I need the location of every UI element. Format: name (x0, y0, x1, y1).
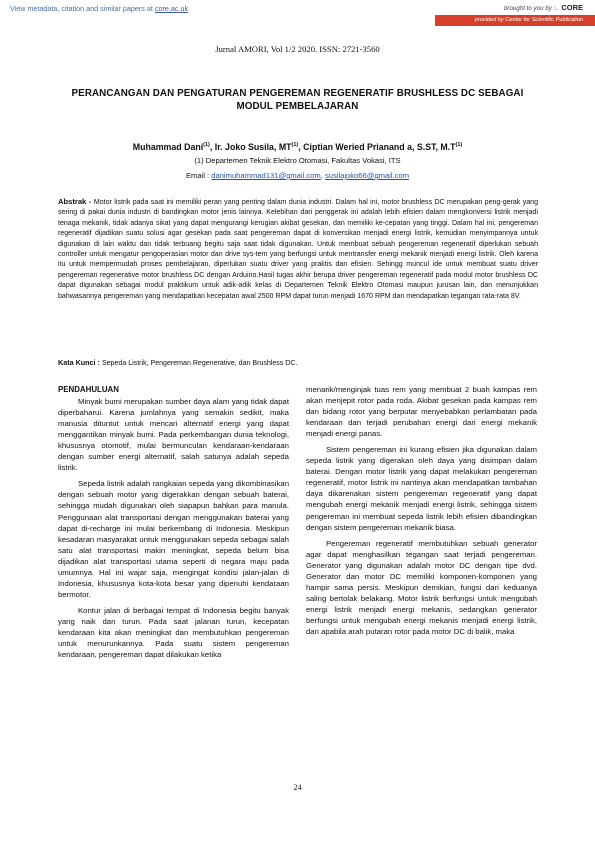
metadata-notice (10, 4, 188, 13)
author-3: , Ciptian Weried Prianand a, S.ST, M.T (298, 142, 456, 152)
abstract-label: Abstrak - (58, 197, 94, 206)
author-2: , Ir. Joko Susila, MT (209, 142, 292, 152)
core-logo-icon: ∟ (553, 5, 560, 12)
author-1: Muhammad Dani (132, 142, 204, 152)
core-link[interactable]: core.ac.uk (154, 4, 189, 13)
keywords-label: Kata Kunci : (58, 358, 102, 367)
title-line-2: MODUL PEMBELAJARAN (236, 100, 359, 112)
metadata-text: View metadata, citation and similar papers at (10, 4, 153, 13)
paragraph: Sepeda listrik adalah rangkaian sepeda yang dikombinasikan dengan sebuah motor yang digerakkan dengan sebuah baterai, sehingga mudah digunakan oleh siapapun bahkan para manula. Penggunaan alat transportasi dengan menggunakan baterai yang dapat di-recharge ini mulai berkembang di Indonesia. Meskipun kesadaran masyarakat untuk menggunakan sepeda sebagai salah satu alat transportasi makin meningkat, sepeda belum bisa dijadikan alat transportasi utama seperti di negara maju pada umumnya. Hal ini wajar saja, mengingat kondisi jalan-jalan di Indonesia, khususnya kota-kota besar yang dipenuhi kendaraan bermotor. (58, 479, 289, 599)
paragraph: Sistem pengereman ini kurang efisien jika digunakan dalam sepeda listrik yang digerakan oleh daya yang disimpan dalam baterai. Dengan motor listrik yang dapat melakukan pengereman regeneratif, motor listrik ini nantinya akan mendapatkan tambahan daya dikarenakan sistem pengereman regeneratif yang dapat mengubah energi mekanik menjadi energi listrik, sehingga sistem pengereman ini membuat sepeda listrik lebih efisien dibandingkan dengan sistem pengereman mekanik biasa. (306, 445, 537, 532)
abstract (58, 197, 538, 302)
author-2-sup: (1) (291, 142, 299, 149)
page-number: 24 (293, 783, 302, 792)
keywords-text: Sepeda Listrik, Pengereman Regenerative, dan Brushless DC. (101, 360, 298, 367)
email-separator: , (320, 171, 325, 180)
keywords (58, 358, 538, 367)
right-column (306, 384, 537, 642)
paragraph: Pengereman regeneratif membutuhkan sebuah generator agar dapat menghasilkan tegangan saat terjadi pengereman. Generator yang digunakan adalah motor DC dengan tipe dvd. Generator dan motor DC memiliki komponen-komponen yang hampir sama persis. Meskipun demikian, fungsi dari keduanya saling bertolak belakang. Motor listrik berfungsi untuk mengubah energi listrik menjadi energi mekanis, sedangkan generator berfungsi untuk mengubah energi mekanis menjadi energi listrik, dan apabila arah putaran rotor pada motor DC di balik, maka (306, 538, 537, 636)
paper-title (60, 88, 535, 113)
core-brand (504, 3, 583, 12)
author-list (40, 142, 555, 152)
journal-header: Jurnal AMORI, Vol 1/2 2020. ISSN: 2721-3560 (215, 44, 380, 54)
section-heading: PENDAHULUAN (58, 385, 119, 394)
author-1-sup: (1) (203, 142, 210, 149)
affiliation: (1) Departemen Teknik Elektro Otomasi, Fakultas Vokasi, ITS (194, 156, 401, 165)
abstract-text: Motor listrik pada saat ini memiliki peran yang penting dalam dunia industri. Dalam hal ini, motor brushless DC merupakan peng-gerak yang sering di pakai dunia industri di bandingkan motor jenis lainnya. Kelebihan dari penggerak ini adalah lebih efisien dalam mengkonversi listrik menjadi tenaga mekanik, tidak adanya sikat yang dapat mengurangi kerugian akibat gesekan, dan memiliki ke-cepatan yang tinggi. Dalam hal ini, pengereman regeneratif dijadikan suatu solusi agar gesekan pada saat pengereman dapat di konversikan menjadi energi listrik, kemudian menyimpannya untuk digunakan di lain waktu dan tidak terbuang begitu saja saat tidak digunakan. Untuk membuat sebuah pengereman regeneratif diperlukan sebuah controller untuk mengatur pengoperasian motor dan drive sys-tem yang berfungsi untuk mentransfer energi mekanik menjadi energi listrik. Oleh karena itu untuk mempermudah proses pembelajaran, diperlukan suatu driver yang praktis dan efisien. Sehingg muncul ide untuk membuat suatu driver pengereman regenerative motor brushless DC dengan Arduino.Hasil tugas akhir berupa driver pengereman regeneratif pada modul motor brushless DC dapat digunakan sebagai modul praktikum untuk adik-adik kelas di Departemen Teknik Elektro Otomasi maupun jurusan lain, dan menunjukkan bahwasannya pengereman yang mendapatkan kecepatan awal 2500 RPM dapat turun menjadi 1670 RPM dan mendapatkan tegangan rata-rata 8V. (58, 199, 538, 300)
paragraph: Minyak bumi merupakan sumber daya alam yang tidak dapat diperbaharui. Karena jumlahnya yang semakin sedikit, maka manusia dituntut untuk mencari alternatif energi yang dapat menggantikan minyak bumi. Pada perkembangan dunia teknologi, khususnya otomotif, mulai bermunculan kendaraan-kendaraan dengan sumber energi alternatif, salah satunya adalah sepeda listrik. (58, 397, 289, 473)
core-banner (0, 0, 595, 30)
title-line-1: PERANCANGAN DAN PENGATURAN PENGEREMAN REGENERATIF BRUSHLESS DC SEBAGAI (71, 88, 524, 99)
brought-text: brought to you by (503, 5, 552, 12)
core-brand-name[interactable]: CORE (561, 3, 583, 12)
paragraph: menarik/menginjak tuas rem yang membuat 2 buah kampas rem akan menjepit rotor pada roda. Akibat gesekan pada kampas rem dan bidang rotor yang berputar menyebabkan perlambatan pada kendaraan dan terjadi perubahan energi dari energi mekanik menjadi energi panas. (306, 385, 537, 439)
provider-strip: provided by Center for Scientific Publication (435, 15, 595, 26)
email-label: Email : (185, 171, 212, 180)
email-link-2[interactable]: susilajoko66@gmail.com (324, 171, 410, 180)
email-line (40, 171, 555, 180)
author-3-sup: (1) (455, 142, 463, 149)
left-column (58, 384, 289, 665)
paragraph: Kontur jalan di berbagai tempat di Indonesia begitu banyak yang naik dan turun. Pada saat jalanan turun, kecepatan kendaraan kita akan meningkat dan membutuhkan pengereman untuk menurunkannya. Pada suatu sistem pengereman kendaraan, pengereman dapat dilakukan ketika (58, 605, 289, 660)
email-link-1[interactable]: danimuhammad131@gmail.com (211, 171, 321, 180)
